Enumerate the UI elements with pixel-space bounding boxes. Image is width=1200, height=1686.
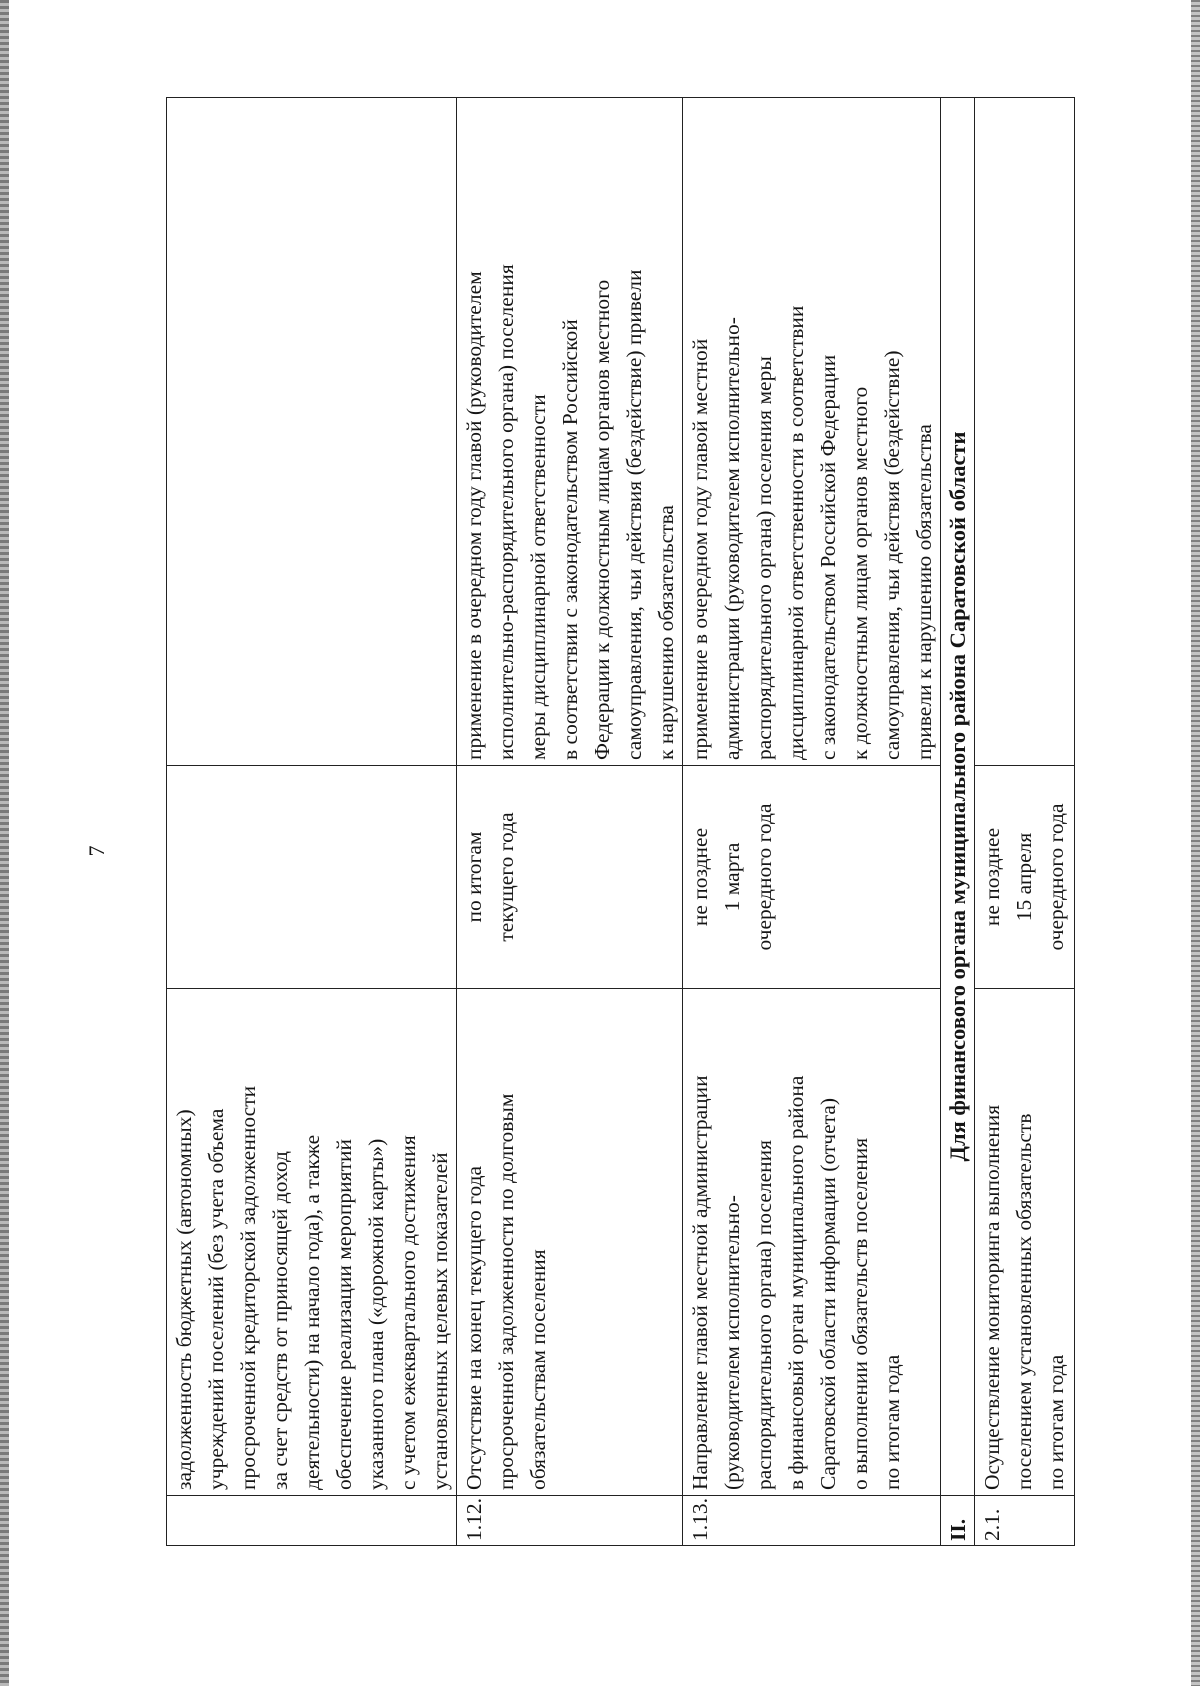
consequence-cell bbox=[975, 98, 1075, 766]
consequence-cell-line: в соответствии с законодательством Российской bbox=[558, 319, 582, 760]
term-cell-line: 15 апреля bbox=[1012, 832, 1036, 922]
term-cell-line: очередного года bbox=[1044, 803, 1068, 951]
measure-cell-line: Отсутствие на конец текущего года bbox=[462, 1165, 486, 1490]
consequence-cell bbox=[683, 98, 941, 766]
row-number bbox=[167, 1496, 457, 1546]
consequence-cell-line: самоуправления, чьи действия (бездействие) bbox=[880, 350, 904, 760]
section-number: II. bbox=[941, 1496, 975, 1546]
consequence-cell-line: самоуправления, чьи действия (бездействие) привели bbox=[622, 269, 646, 760]
term-cell bbox=[975, 766, 1075, 989]
consequence-cell bbox=[167, 98, 457, 766]
page-number: 7 bbox=[84, 845, 109, 857]
measure-cell-line: обязательствам поселения bbox=[526, 1249, 550, 1490]
consequence-cell-line: привели к нарушению обязательства bbox=[912, 424, 936, 760]
measure-cell-line: о выполнении обязательств поселения bbox=[848, 1137, 872, 1490]
measure-cell-line: просроченной задолженности по долговым bbox=[494, 1093, 518, 1490]
section-row bbox=[941, 98, 975, 1546]
rotated-page-content bbox=[166, 98, 1084, 1546]
measure-cell-line: просроченной кредиторской задолженности bbox=[236, 1085, 260, 1490]
consequence-cell bbox=[457, 98, 683, 766]
term-cell-line: по итогам bbox=[462, 831, 486, 923]
measure-cell-line: учреждений поселений (без учета объема bbox=[204, 1108, 228, 1490]
consequence-cell-line: к нарушению обязательства bbox=[654, 505, 678, 760]
table-body bbox=[167, 98, 1075, 1546]
measure-cell-line: (руководителем исполнительно- bbox=[720, 1195, 744, 1490]
consequence-cell-line: к должностным лицам органов местного bbox=[848, 386, 872, 760]
consequence-cell-line: исполнительно-распорядительного органа) поселения bbox=[494, 264, 518, 760]
consequence-cell-line: дисциплинарной ответственности в соответствии bbox=[784, 305, 808, 760]
measure-cell bbox=[975, 989, 1075, 1496]
measure-cell-line: Направление главой местной администрации bbox=[688, 1075, 712, 1490]
term-cell bbox=[457, 766, 683, 989]
section-title: Для финансового органа муниципального района Саратовской области bbox=[941, 98, 975, 1496]
measure-cell bbox=[457, 989, 683, 1496]
term-cell-line: не позднее bbox=[980, 827, 1004, 927]
measure-cell-line: в финансовый орган муниципального района bbox=[784, 1075, 808, 1490]
term-cell bbox=[167, 766, 457, 989]
row-number: 1.12. bbox=[457, 1496, 683, 1546]
measure-cell-line: поселением установленных обязательств bbox=[1012, 1113, 1036, 1490]
table-row bbox=[683, 98, 941, 1546]
consequence-cell-line: меры дисциплинарной ответственности bbox=[526, 394, 550, 760]
term-cell-line: не позднее bbox=[688, 827, 712, 927]
measure-cell-line: обеспечение реализации мероприятий bbox=[332, 1139, 356, 1490]
consequence-cell-line: Федерации к должностным лицам органов местного bbox=[590, 279, 614, 760]
measure-cell-line: за счет средств от приносящей доход bbox=[268, 1151, 292, 1490]
measure-cell-line: по итогам года bbox=[880, 1354, 904, 1490]
term-cell bbox=[683, 766, 941, 989]
row-number: 1.13. bbox=[683, 1496, 941, 1546]
scan-edge-left bbox=[0, 0, 9, 1686]
term-cell-line: текущего года bbox=[494, 812, 518, 942]
measure-cell-line: с учетом ежеквартального достижения bbox=[396, 1135, 420, 1490]
measure-cell-line: Осуществление мониторинга выполнения bbox=[980, 1104, 1004, 1490]
term-cell-line: очередного года bbox=[752, 803, 776, 951]
measure-cell-line: указанного плана («дорожной карты») bbox=[364, 1138, 388, 1490]
term-cell-line: 1 марта bbox=[720, 842, 744, 912]
consequence-cell-line: применение в очередном году главой местной bbox=[688, 338, 712, 760]
measure-cell-line: по итогам года bbox=[1044, 1354, 1068, 1490]
consequence-cell-line: распорядительного органа) поселения меры bbox=[752, 356, 776, 760]
measure-cell bbox=[683, 989, 941, 1496]
row-number: 2.1. bbox=[975, 1496, 1075, 1546]
measure-cell bbox=[167, 989, 457, 1496]
scan-edge-right bbox=[1191, 0, 1200, 1686]
measure-cell-line: задолженность бюджетных (автономных) bbox=[172, 1109, 196, 1490]
table-row bbox=[975, 98, 1075, 1546]
table-row bbox=[167, 98, 457, 1546]
consequence-cell-line: администрации (руководителем исполнительно- bbox=[720, 317, 744, 760]
measure-cell-line: установленных целевых показателей bbox=[428, 1152, 452, 1490]
table-row bbox=[457, 98, 683, 1546]
measure-cell-line: Саратовской области информации (отчета) bbox=[816, 1097, 840, 1490]
obligations-table bbox=[166, 97, 1075, 1546]
consequence-cell-line: применение в очередном году главой (руководителем bbox=[462, 271, 486, 760]
measure-cell-line: деятельности) на начало года), а также bbox=[300, 1134, 324, 1490]
consequence-cell-line: с законодательством Российской Федерации bbox=[816, 354, 840, 760]
measure-cell-line: распорядительного органа) поселения bbox=[752, 1139, 776, 1490]
